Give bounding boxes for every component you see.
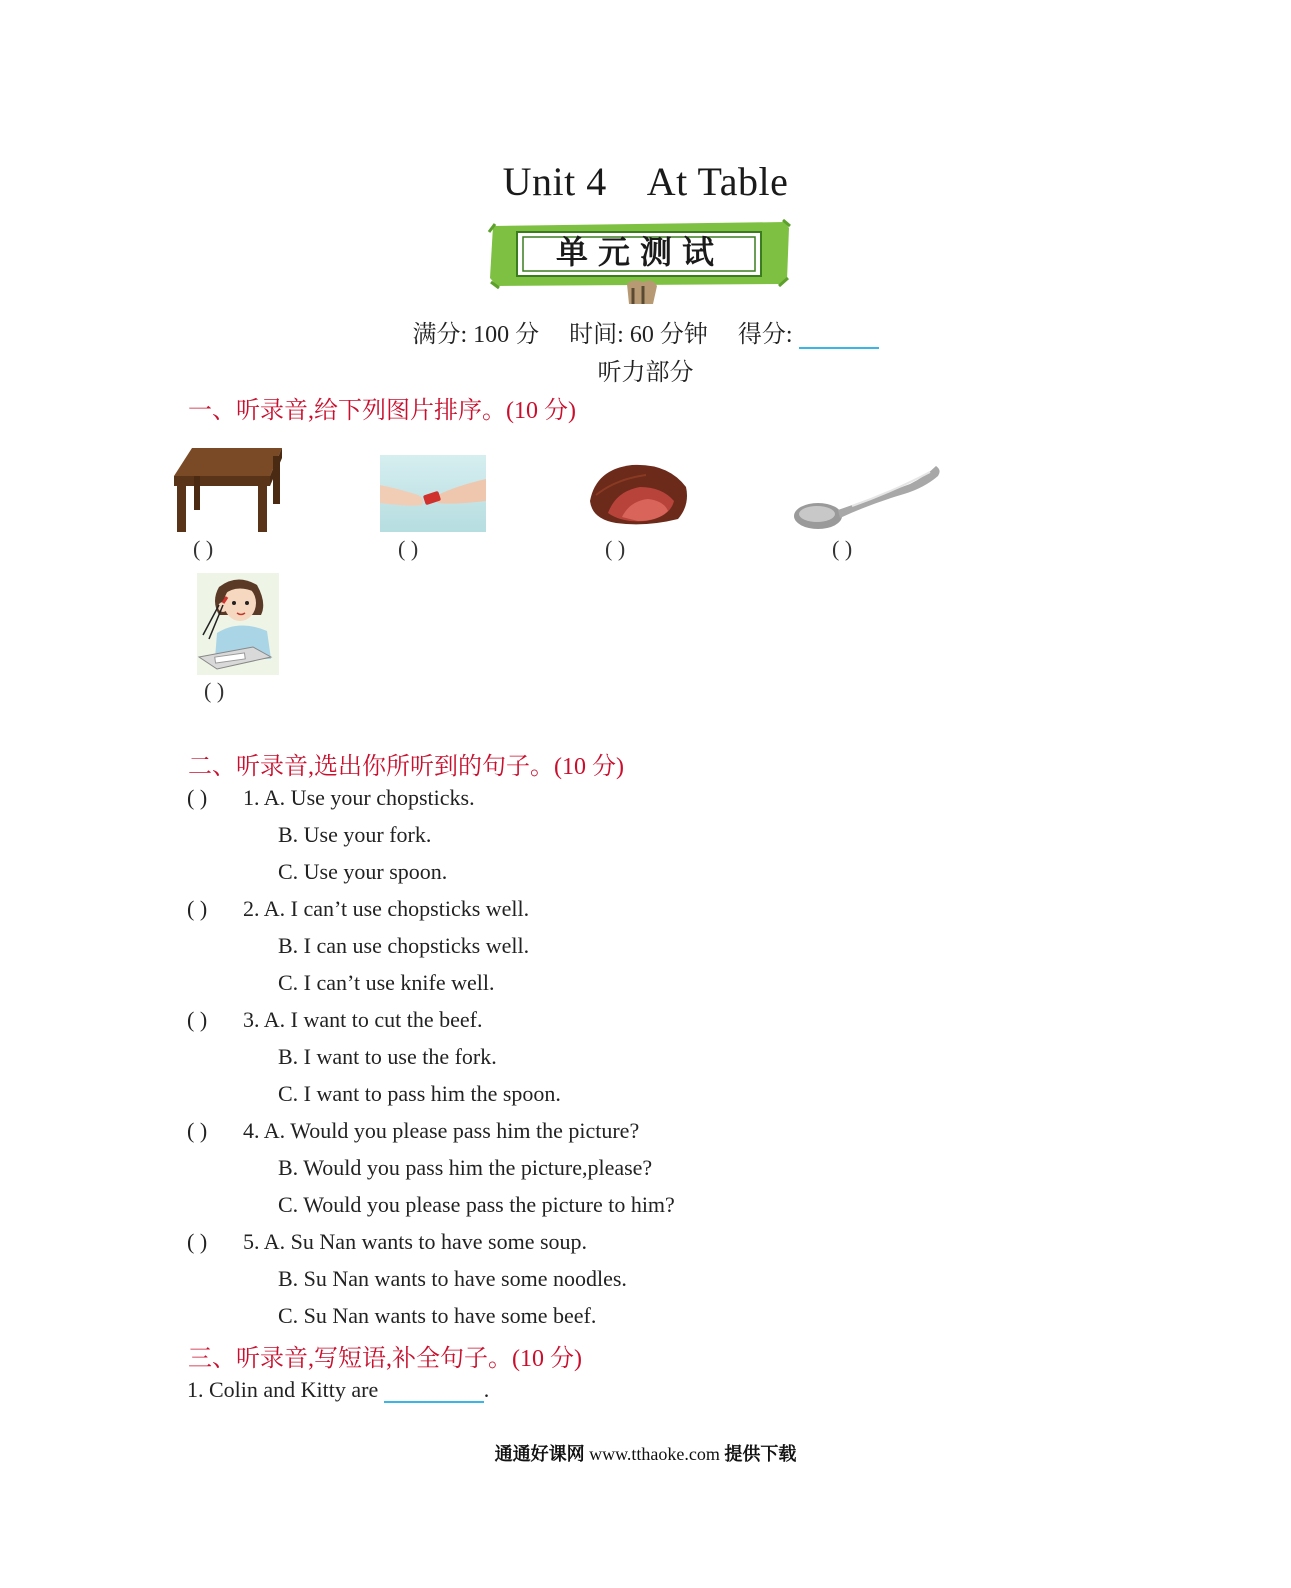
unit-test-badge: 单元测试 [555, 233, 724, 271]
option-c: C. I can’t use knife well. [278, 970, 495, 995]
answer-paren[interactable]: ( ) [187, 1007, 208, 1032]
full-score: 满分: 100 分 [412, 322, 540, 348]
page-title [0, 158, 1291, 205]
option-b: B. I want to use the fork. [278, 1044, 497, 1069]
option-c: C. Would you please pass the picture to him? [278, 1192, 675, 1217]
option-c: C. Su Nan wants to have some beef. [278, 1303, 597, 1328]
unit-number: Unit 4 [502, 159, 607, 204]
picture3-answer-paren[interactable]: ( ) [605, 536, 626, 561]
question-5 [187, 1229, 587, 1255]
option-a: A. Would you please pass him the picture? [263, 1118, 640, 1143]
option-b: B. I can use chopsticks well. [278, 933, 530, 958]
question-number: 4. [243, 1118, 260, 1143]
score-line [0, 314, 1291, 349]
picture4-answer-paren[interactable]: ( ) [832, 536, 853, 561]
score-field [738, 322, 879, 348]
option-a: A. I can’t use chopsticks well. [263, 896, 530, 921]
item-text: 1. Colin and Kitty are [187, 1377, 379, 1402]
question-number: 1. [243, 785, 260, 810]
answer-blank[interactable] [384, 1377, 484, 1403]
section3-item-1 [187, 1377, 489, 1403]
option-b: B. Would you pass him the picture,please? [278, 1155, 653, 1180]
spoon-image [792, 460, 942, 532]
option-c: C. I want to pass him the spoon. [278, 1081, 561, 1106]
hands-passing-image [380, 455, 486, 532]
section1-title: 一、听录音,给下列图片排序。(10 分) [188, 398, 576, 424]
listening-part-label: 听力部分 [597, 360, 694, 386]
question-4 [187, 1118, 639, 1144]
option-a: A. Su Nan wants to have some soup. [263, 1229, 588, 1254]
option-a: A. Use your chopsticks. [263, 785, 475, 810]
girl-chopsticks-image [197, 573, 279, 675]
question-2 [187, 896, 529, 922]
footer-download: 提供下载 [724, 1444, 797, 1464]
picture1-answer-paren[interactable]: ( ) [193, 536, 214, 561]
section3-title: 三、听录音,写短语,补全句子。(10 分) [188, 1346, 582, 1372]
time-limit: 时间: 60 分钟 [569, 322, 708, 348]
question-number: 5. [243, 1229, 260, 1254]
option-b: B. Use your fork. [278, 822, 432, 847]
footer-site-name: 通通好课网 [494, 1444, 585, 1464]
question-number: 2. [243, 896, 260, 921]
score-blank[interactable] [799, 323, 879, 349]
option-b: B. Su Nan wants to have some noodles. [278, 1266, 627, 1291]
picture5-answer-paren[interactable]: ( ) [204, 678, 225, 703]
answer-paren[interactable]: ( ) [187, 896, 208, 921]
answer-paren[interactable]: ( ) [187, 1118, 208, 1143]
picture2-answer-paren[interactable]: ( ) [398, 536, 419, 561]
question-number: 3. [243, 1007, 260, 1032]
footer-url[interactable]: www.tthaoke.com [589, 1444, 720, 1464]
question-1 [187, 785, 475, 811]
score-label: 得分: [737, 322, 793, 348]
question-3 [187, 1007, 483, 1033]
beef-image [586, 461, 692, 529]
item-end: . [483, 1377, 490, 1402]
option-c: C. Use your spoon. [278, 859, 448, 884]
answer-paren[interactable]: ( ) [187, 785, 208, 810]
table-image [174, 446, 284, 534]
section2-title: 二、听录音,选出你所听到的句子。(10 分) [188, 754, 624, 780]
option-a: A. I want to cut the beef. [263, 1007, 483, 1032]
answer-paren[interactable]: ( ) [187, 1229, 208, 1254]
unit-title: At Table [646, 159, 789, 204]
footer [0, 1440, 1291, 1466]
